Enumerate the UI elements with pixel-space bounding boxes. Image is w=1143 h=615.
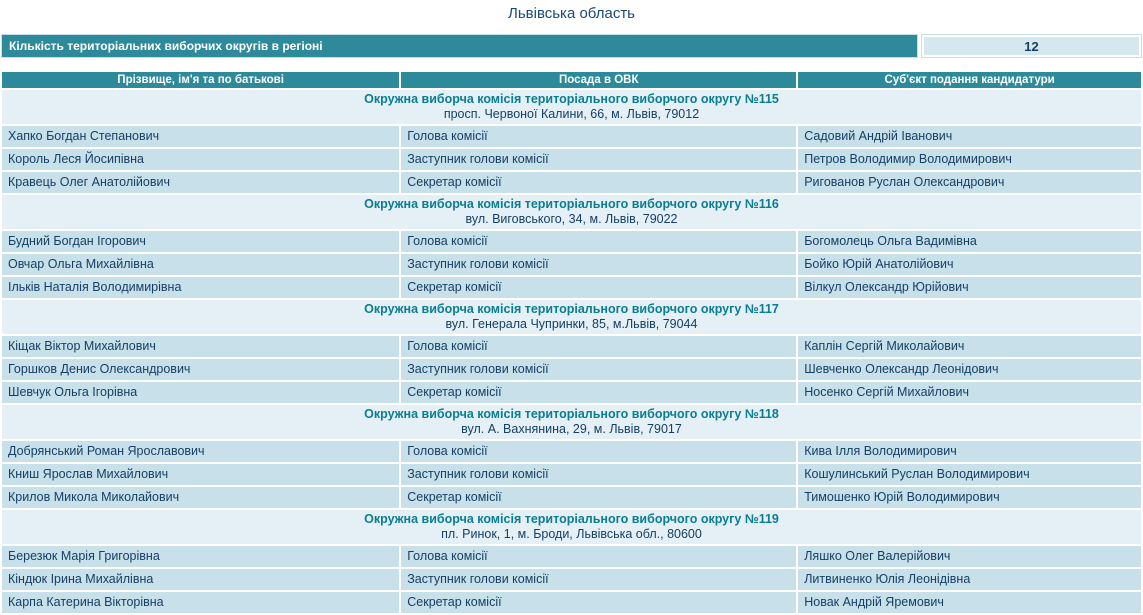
commission-title: Окружна виборча комісія територіального виборчого округу №118 <box>364 407 779 421</box>
table-row <box>2 382 1141 403</box>
commissions-table-body <box>2 90 1141 613</box>
member-name-cell: Крилов Микола Миколайович <box>2 487 399 508</box>
table-row <box>2 277 1141 298</box>
section-header-row <box>2 405 1141 439</box>
member-name-cell: Кравець Олег Анатолійович <box>2 172 399 193</box>
districts-count-label: Кількість територіальних виборчих округів в регіоні <box>1 34 918 58</box>
member-name-cell: Ільків Наталія Володимирівна <box>2 277 399 298</box>
nominating-subject-cell: Литвиненко Юлія Леонідівна <box>798 569 1141 590</box>
section-header-cell <box>2 300 1141 334</box>
member-name-cell: Добрянський Роман Ярославович <box>2 441 399 462</box>
commission-address: вул. А. Вахнянина, 29, м. Львів, 79017 <box>461 422 682 436</box>
nominating-subject-cell: Кошулинський Руслан Володимирович <box>798 464 1141 485</box>
member-name-cell: Будний Богдан Ігорович <box>2 231 399 252</box>
table-row <box>2 254 1141 275</box>
member-name-cell: Книш Ярослав Михайлович <box>2 464 399 485</box>
position-cell: Голова комісії <box>401 336 796 357</box>
table-row <box>2 487 1141 508</box>
position-cell: Заступник голови комісії <box>401 569 796 590</box>
region-stats-bar <box>1 34 1142 58</box>
position-cell: Секретар комісії <box>401 487 796 508</box>
member-name-cell: Кіщак Віктор Михайлович <box>2 336 399 357</box>
member-name-cell: Овчар Ольга Михайлівна <box>2 254 399 275</box>
nominating-subject-cell: Кива Ілля Володимирович <box>798 441 1141 462</box>
table-row <box>2 569 1141 590</box>
section-header-cell <box>2 195 1141 229</box>
section-header-row <box>2 195 1141 229</box>
section-header-row <box>2 510 1141 544</box>
table-row <box>2 359 1141 380</box>
nominating-subject-cell: Ригованов Руслан Олександрович <box>798 172 1141 193</box>
position-cell: Заступник голови комісії <box>401 149 796 170</box>
member-name-cell: Горшков Денис Олександрович <box>2 359 399 380</box>
nominating-subject-cell: Богомолець Ольга Вадимівна <box>798 231 1141 252</box>
member-name-cell: Король Леся Йосипівна <box>2 149 399 170</box>
position-cell: Голова комісії <box>401 126 796 147</box>
commissions-table <box>0 70 1143 615</box>
commission-address: пл. Ринок, 1, м. Броди, Львівська обл., 80600 <box>441 527 702 541</box>
commission-title: Окружна виборча комісія територіального виборчого округу №115 <box>364 92 779 106</box>
column-header-name: Прізвище, ім'я та по батькові <box>2 72 399 88</box>
section-header-row <box>2 90 1141 124</box>
table-row <box>2 336 1141 357</box>
position-cell: Заступник голови комісії <box>401 464 796 485</box>
table-row <box>2 231 1141 252</box>
member-name-cell: Карпа Катерина Вікторівна <box>2 592 399 613</box>
table-row <box>2 546 1141 567</box>
section-header-cell <box>2 90 1141 124</box>
position-cell: Заступник голови комісії <box>401 359 796 380</box>
member-name-cell: Березюк Марія Григорівна <box>2 546 399 567</box>
nominating-subject-cell: Вілкул Олександр Юрійович <box>798 277 1141 298</box>
column-header-nominating-subject: Суб'єкт подання кандидатури <box>798 72 1141 88</box>
commission-address: вул. Генерала Чупринки, 85, м.Львів, 79044 <box>445 317 698 331</box>
position-cell: Секретар комісії <box>401 277 796 298</box>
position-cell: Секретар комісії <box>401 382 796 403</box>
nominating-subject-cell: Новак Андрій Яремович <box>798 592 1141 613</box>
districts-count-value: 12 <box>921 34 1142 58</box>
nominating-subject-cell: Бойко Юрій Анатолійович <box>798 254 1141 275</box>
section-header-cell <box>2 510 1141 544</box>
commission-title: Окружна виборча комісія територіального виборчого округу №119 <box>364 512 779 526</box>
position-cell: Голова комісії <box>401 441 796 462</box>
commission-address: вул. Виговського, 34, м. Львів, 79022 <box>465 212 678 226</box>
position-cell: Голова комісії <box>401 231 796 252</box>
position-cell: Секретар комісії <box>401 592 796 613</box>
member-name-cell: Хапко Богдан Степанович <box>2 126 399 147</box>
commission-title: Окружна виборча комісія територіального виборчого округу №117 <box>364 302 779 316</box>
table-row <box>2 592 1141 613</box>
table-row <box>2 126 1141 147</box>
column-header-position: Посада в ОВК <box>401 72 796 88</box>
member-name-cell: Кіндюк Ірина Михайлівна <box>2 569 399 590</box>
table-row <box>2 172 1141 193</box>
nominating-subject-cell: Тимошенко Юрій Володимирович <box>798 487 1141 508</box>
nominating-subject-cell: Шевченко Олександр Леонідович <box>798 359 1141 380</box>
position-cell: Секретар комісії <box>401 172 796 193</box>
position-cell: Заступник голови комісії <box>401 254 796 275</box>
nominating-subject-cell: Садовий Андрій Іванович <box>798 126 1141 147</box>
table-row <box>2 149 1141 170</box>
nominating-subject-cell: Каплін Сергій Миколайович <box>798 336 1141 357</box>
section-header-row <box>2 300 1141 334</box>
position-cell: Голова комісії <box>401 546 796 567</box>
nominating-subject-cell: Ляшко Олег Валерійович <box>798 546 1141 567</box>
table-row <box>2 464 1141 485</box>
commission-address: просп. Червоної Калини, 66, м. Львів, 79012 <box>443 107 700 121</box>
commission-title: Окружна виборча комісія територіального виборчого округу №116 <box>364 197 779 211</box>
nominating-subject-cell: Петров Володимир Володимирович <box>798 149 1141 170</box>
member-name-cell: Шевчук Ольга Ігорівна <box>2 382 399 403</box>
table-header-row <box>2 72 1141 88</box>
section-header-cell <box>2 405 1141 439</box>
nominating-subject-cell: Носенко Сергій Михайлович <box>798 382 1141 403</box>
table-row <box>2 441 1141 462</box>
page-title: Львівська область <box>507 5 636 22</box>
